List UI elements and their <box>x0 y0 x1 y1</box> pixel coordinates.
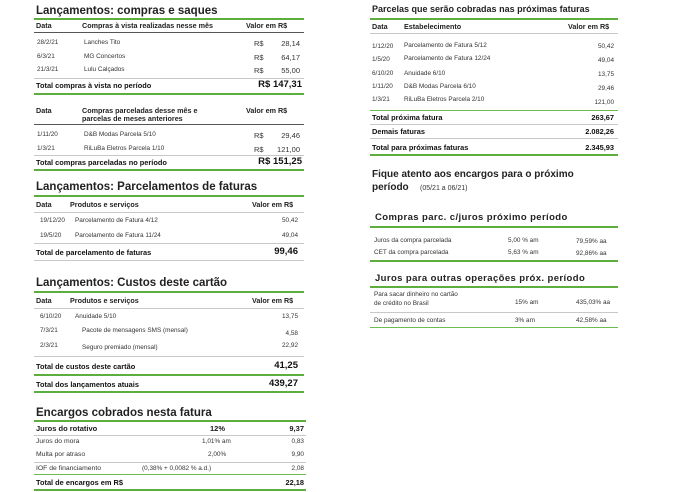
section-divider <box>34 374 304 376</box>
row-annual: 79,59% aa <box>576 238 607 245</box>
row-date: 19/5/20 <box>40 232 62 239</box>
compras-juros-title: Compras parc. c/juros próximo período <box>375 212 568 223</box>
row-currency: R$ <box>254 145 264 154</box>
row-desc: Anuidade 6/10 <box>404 70 446 77</box>
row-desc: RiLuBa Eletros Parcela 1/10 <box>84 145 165 152</box>
row-value: 9,90 <box>291 451 304 458</box>
row-divider <box>34 435 306 436</box>
compras-saques-title: Lançamentos: compras e saques <box>36 5 218 17</box>
total-value: 99,46 <box>274 246 298 257</box>
row-date: 1/11/20 <box>372 83 393 90</box>
row-rate: 2,00% <box>208 451 227 458</box>
col-header-desc-line2: parcelas de meses anteriores <box>82 114 183 123</box>
row-desc: D&B Modas Parcela 6/10 <box>404 83 476 90</box>
total-label: Total compras parceladas no período <box>36 158 167 167</box>
row-divider <box>34 356 304 357</box>
row-value: 13,75 <box>282 313 298 320</box>
row-currency: R$ <box>254 131 264 140</box>
header-divider <box>34 32 304 33</box>
section-divider <box>34 291 304 293</box>
row-divider <box>34 462 306 463</box>
section-divider <box>34 489 306 491</box>
total-label: Total de encargos em R$ <box>36 478 123 487</box>
grand-total-value: 439,27 <box>268 378 298 389</box>
row-value: 29,46 <box>598 85 614 92</box>
row-date: 21/3/21 <box>37 66 59 73</box>
row-desc: Lanches Tito <box>84 39 121 46</box>
row-value: 13,75 <box>598 71 614 78</box>
section-divider <box>34 391 304 393</box>
row-divider <box>370 312 618 313</box>
row-desc: Lulu Calçados <box>84 66 125 73</box>
row-rate: 3% am <box>515 317 535 324</box>
row-date: 6/3/21 <box>37 53 55 60</box>
row-label: Juros do rotativo <box>36 424 98 433</box>
header-divider <box>34 212 304 213</box>
section-divider <box>370 18 618 20</box>
row-divider <box>34 243 304 244</box>
section-divider <box>34 195 304 197</box>
row-value: 0,83 <box>291 438 304 445</box>
row-divider <box>370 124 618 125</box>
row-rate: 1,01% am <box>202 438 231 445</box>
row-date: 7/3/21 <box>40 327 58 334</box>
row-desc: MG Concertos <box>84 53 126 60</box>
col-header-valor: Valor em R$ <box>246 21 288 30</box>
total-value: 41,25 <box>274 360 298 371</box>
row-value: 49,04 <box>282 232 298 239</box>
row-desc: RiLuBa Eletros Parcela 2/10 <box>404 96 485 103</box>
row-rate: 15% am <box>515 299 539 306</box>
grand-total-label: Total dos lançamentos atuais <box>36 380 139 389</box>
row-value: 28,14 <box>281 39 300 48</box>
parcelamentos-title: Lançamentos: Parcelamentos de faturas <box>36 181 258 193</box>
section-divider <box>34 169 304 171</box>
row-date: 1/5/20 <box>372 56 390 63</box>
row-date: 6/10/20 <box>40 313 62 320</box>
demais-value: 2.082,26 <box>585 127 614 136</box>
total-prox-label: Total para próximas faturas <box>372 143 469 152</box>
col-header-valor: Valor em R$ <box>252 200 294 209</box>
row-value: 121,00 <box>594 99 614 106</box>
col-header-desc: Estabelecimento <box>404 22 462 31</box>
col-header-data: Data <box>36 200 52 209</box>
col-header-data: Data <box>372 22 388 31</box>
row-annual: 92,86% aa <box>576 250 607 257</box>
col-header-data: Data <box>36 296 52 305</box>
row-date: 1/3/21 <box>372 96 390 103</box>
header-divider <box>34 308 304 309</box>
col-header-desc: Compras parceladas desse mês e <box>82 106 198 115</box>
col-header-desc: Compras à vista realizadas nesse mês <box>82 21 214 30</box>
row-value: 29,46 <box>281 131 300 140</box>
row-value: 50,42 <box>282 217 298 224</box>
header-divider <box>370 33 618 34</box>
total-label: Total de custos deste cartão <box>36 362 136 371</box>
row-label: IOF de financiamento <box>36 465 101 472</box>
custos-title: Lançamentos: Custos deste cartão <box>36 277 228 289</box>
header-divider <box>34 124 304 125</box>
row-date: 28/2/21 <box>37 39 59 46</box>
row-currency: R$ <box>254 39 264 48</box>
row-value: 50,42 <box>598 43 614 50</box>
atento-title: Fique atento aos encargos para o próximo <box>372 169 574 180</box>
total-label: Total compras à vista no período <box>36 81 152 90</box>
section-divider <box>34 18 304 20</box>
proximas-title: Parcelas que serão cobradas nas próximas faturas <box>372 4 590 14</box>
total-value: 22,18 <box>285 478 304 487</box>
section-divider <box>370 154 618 156</box>
row-desc: Pacote de mensagens SMS (mensal) <box>82 327 188 334</box>
row-annual: 435,03% aa <box>576 299 611 306</box>
row-annual: 42,58% aa <box>576 317 607 324</box>
total-prox-value: 2.345,93 <box>585 143 614 152</box>
row-desc: Seguro premiado (mensal) <box>82 344 158 351</box>
row-divider <box>370 327 618 328</box>
row-currency: R$ <box>254 53 264 62</box>
row-divider <box>370 138 618 139</box>
row-rate: 5,63 % am <box>508 249 539 256</box>
row-label: CET da compra parcelada <box>374 249 449 256</box>
row-desc: Anuidade 5/10 <box>75 313 117 320</box>
row-value: 2,08 <box>291 465 304 472</box>
row-value: 4,58 <box>285 330 298 337</box>
row-date: 2/3/21 <box>40 342 58 349</box>
row-rate: (0,38% + 0,0082 % a.d.) <box>142 465 212 472</box>
row-divider <box>34 474 306 475</box>
row-desc: Parcelamento de Fatura 4/12 <box>75 217 158 224</box>
row-value: 55,00 <box>281 66 300 75</box>
section-divider <box>370 260 618 262</box>
total-value: 263,67 <box>591 113 614 122</box>
col-header-valor: Valor em R$ <box>246 106 288 115</box>
col-header-desc: Produtos e serviços <box>70 296 139 305</box>
demais-label: Demais faturas <box>372 127 425 136</box>
row-value: 64,17 <box>281 53 300 62</box>
section-divider <box>34 420 306 422</box>
total-label: Total de parcelamento de faturas <box>36 248 152 257</box>
row-label-line2: de crédito no Brasil <box>374 300 429 307</box>
row-divider <box>370 110 618 111</box>
atento-period: (05/21 a 06/21) <box>420 185 468 192</box>
row-desc: Parcelamento de Fatura 12/24 <box>404 55 491 62</box>
atento-title-line2: período <box>372 182 409 193</box>
row-divider <box>34 260 304 261</box>
row-currency: R$ <box>254 66 264 75</box>
row-value: 49,04 <box>598 57 614 64</box>
row-label: Juros do mora <box>36 438 80 445</box>
row-date: 1/11/20 <box>37 131 58 138</box>
row-date: 6/10/20 <box>372 70 394 77</box>
row-label: De pagamento de contas <box>374 317 446 324</box>
row-label: Para sacar dinheiro no cartão <box>374 291 458 298</box>
row-desc: Parcelamento de Fatura 5/12 <box>404 42 487 49</box>
row-desc: D&B Modas Parcela 5/10 <box>84 131 156 138</box>
juros-outras-title: Juros para outras operações próx. período <box>375 273 586 284</box>
total-label: Total próxima fatura <box>372 113 443 122</box>
row-value: 121,00 <box>277 145 300 154</box>
col-header-data: Data <box>36 21 52 30</box>
row-rate: 5,00 % am <box>508 237 539 244</box>
row-value: 9,37 <box>289 424 304 433</box>
section-divider <box>34 93 304 95</box>
col-header-valor: Valor em R$ <box>568 22 610 31</box>
col-header-valor: Valor em R$ <box>252 296 294 305</box>
col-header-data: Data <box>36 106 52 115</box>
row-label: Juros da compra parcelada <box>374 237 452 244</box>
section-divider <box>370 226 618 228</box>
row-date: 1/3/21 <box>37 145 55 152</box>
row-desc: Parcelamento de Fatura 11/24 <box>75 232 161 239</box>
row-rate: 12% <box>210 424 226 433</box>
col-header-desc: Produtos e serviços <box>70 200 139 209</box>
row-value: 22,92 <box>282 342 298 349</box>
row-label: Multa por atraso <box>36 451 86 458</box>
total-value: R$ 147,31 <box>258 79 302 90</box>
total-value: R$ 151,25 <box>258 156 302 167</box>
row-date: 19/12/20 <box>40 217 65 224</box>
row-date: 1/12/20 <box>372 43 394 50</box>
section-divider <box>370 286 618 288</box>
encargos-title: Encargos cobrados nesta fatura <box>36 407 212 419</box>
